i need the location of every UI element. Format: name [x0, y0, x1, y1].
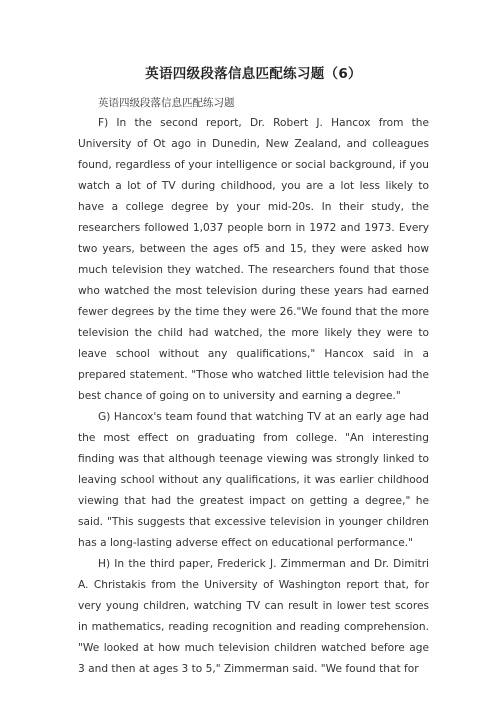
paragraph-g: G) Hancox's team found that watching TV at an early age had the most effect on graduating from college. "An interesting finding was that although teenage viewing was strongly linked to leaving school without any qualifications, it was earlier childhood viewing that had the greatest impact on getting a degree," he said. "This suggests that excessive television in younger children has a long-lasting adverse effect on educational performance." [78, 411, 429, 549]
document-title: 英语四级段落信息匹配练习题（6） [145, 66, 362, 82]
paragraph-f: F) In the second report, Dr. Robert J. Hancox from the University of Ot ago in Dunedin, New Zealand, and colleagues found, regardless of your intelligence or social background, if you watch a lot of TV during childhood, you are a lot less likely to have a college degree by your mid-20s. In their study, the researchers followed 1,037 people born in 1972 and 1973. Every two years, between the ages of5 and 15, they were asked how much television they watched. The researchers found that those who watched the most television during these years had earned fewer degrees by the time they were 26."We found that the more television the child had watched, the more likely they were to leave school without any qualifications," Hancox said in a prepared statement. "Those who watched little television had the best chance of going on to university and earning a degree." [78, 117, 429, 402]
paragraph-h: H) In the third paper, Frederick J. Zimmerman and Dr. Dimitri A. Christakis from the University of Washington report that, for very young children, watching TV can result in lower test scores in mathematics, reading recognition and reading comprehension. "We looked at how much television children watched before age 3 and then at ages 3 to 5," Zimmerman said. "We found that for [78, 558, 429, 675]
document-subtitle: 英语四级段落信息匹配练习题 [98, 97, 235, 109]
